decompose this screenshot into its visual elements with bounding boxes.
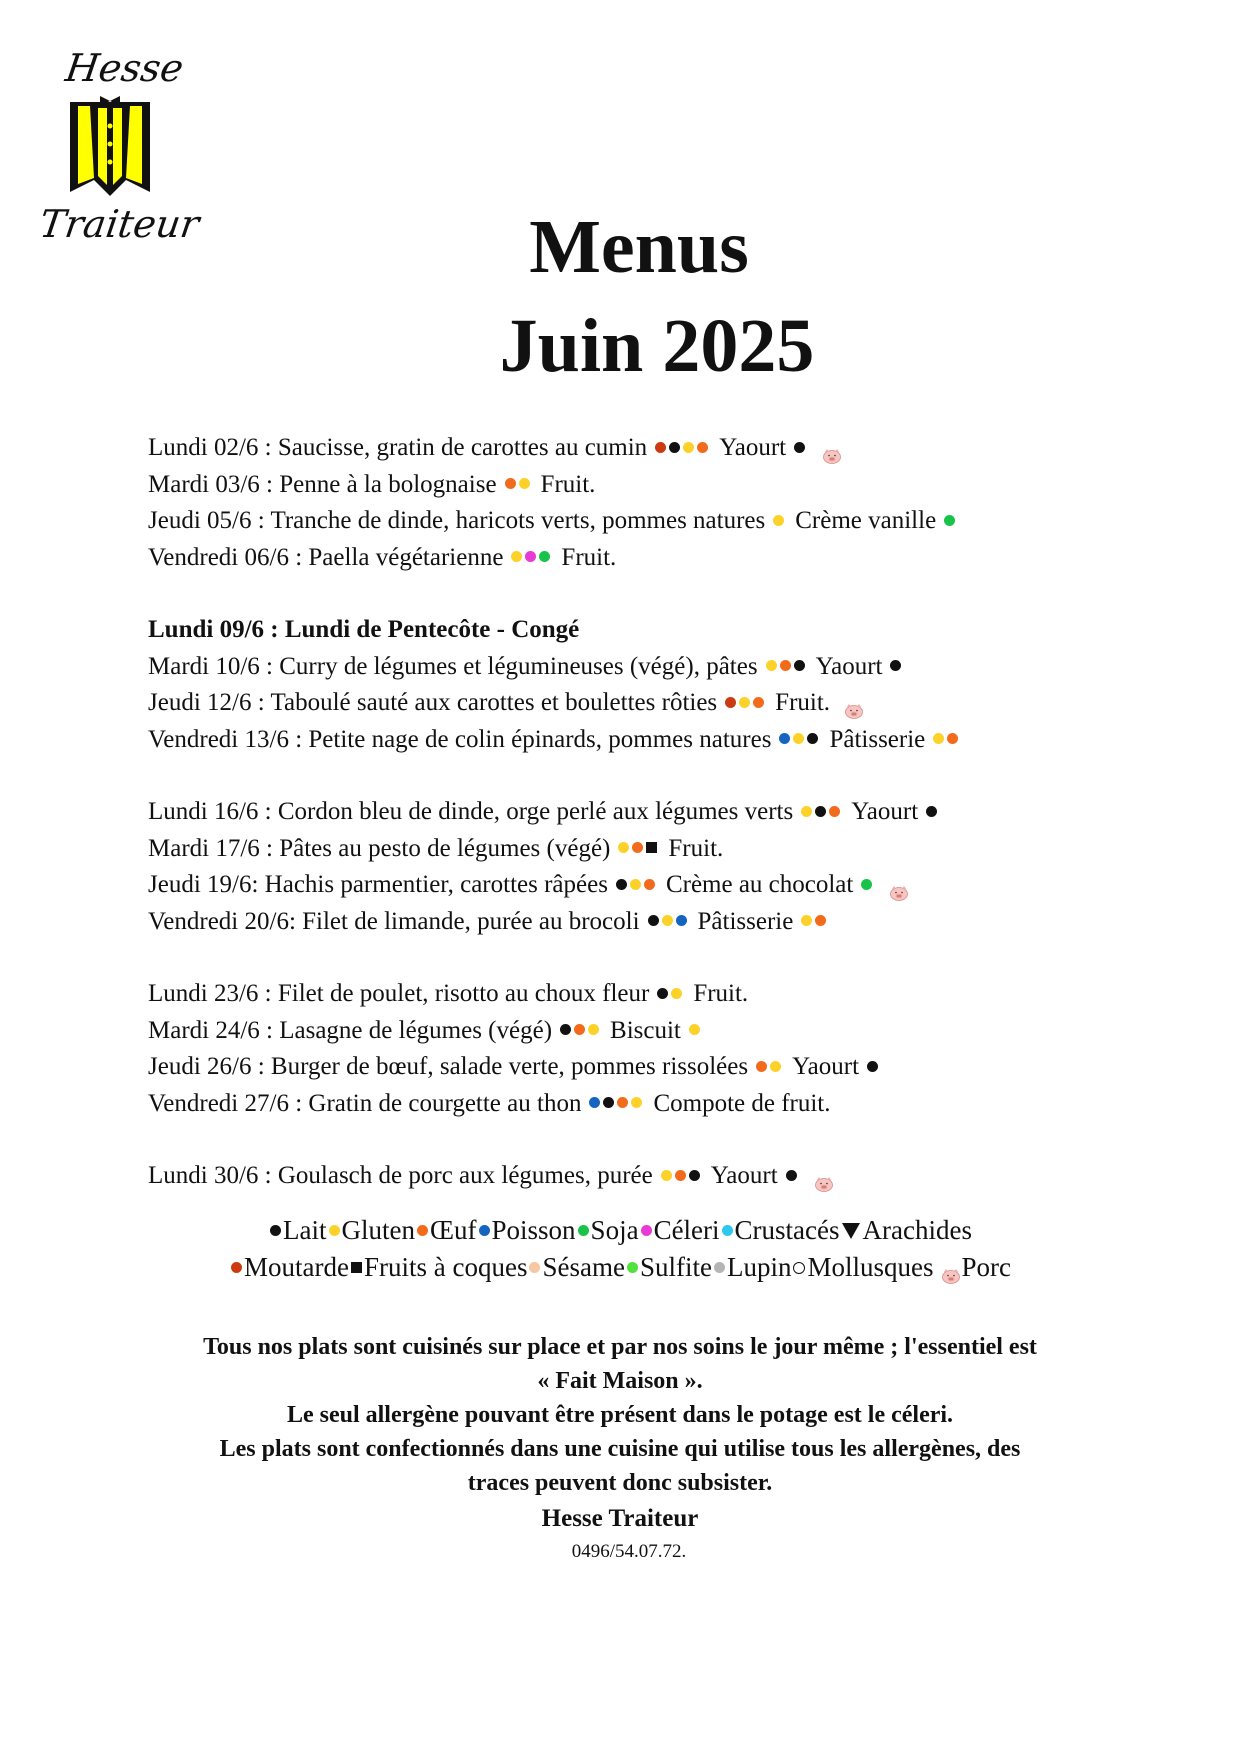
- gluten-allergen-icon: [801, 915, 812, 926]
- sulfite-allergen-icon: [627, 1262, 638, 1273]
- legend-item-moutarde: [231, 1252, 349, 1283]
- menu-dish: Mardi 03/6 : Penne à la bolognaise: [148, 470, 497, 498]
- menu-day: [148, 430, 1148, 467]
- legend-label: Sésame: [542, 1252, 625, 1282]
- pig-icon: [822, 439, 842, 455]
- menu-dessert: Yaourt: [792, 1053, 860, 1080]
- fruits-a-coques-icon: [351, 1262, 362, 1273]
- gluten-allergen-icon: [662, 915, 673, 926]
- oeuf-allergen-icon: [697, 442, 708, 453]
- tuxedo-icon: [68, 96, 152, 196]
- menu-week: [148, 430, 1148, 576]
- logo-text-bottom: Traiteur: [36, 202, 202, 246]
- menu-dish: Mardi 10/6 : Curry de légumes et légumineuses (végé), pâtes: [148, 652, 758, 680]
- poisson-allergen-icon: [589, 1097, 600, 1108]
- menu-day: [148, 794, 1148, 831]
- pig-icon: [889, 876, 909, 892]
- menu-dessert: Compote de fruit.: [653, 1089, 831, 1117]
- legend-item-oeuf: [417, 1215, 477, 1246]
- note-line: Le seul allergène pouvant être présent dans le potage est le céleri.: [286, 1402, 954, 1428]
- gluten-allergen-icon: [511, 551, 522, 562]
- oeuf-allergen-icon: [675, 1170, 686, 1181]
- logo-text-top: Hesse: [62, 46, 187, 90]
- poisson-allergen-icon: [779, 733, 790, 744]
- lait-allergen-icon: [815, 806, 826, 817]
- oeuf-allergen-icon: [947, 733, 958, 744]
- menu-week: [148, 794, 1148, 940]
- legend-item-gluten: [329, 1215, 416, 1246]
- menu-day: [148, 503, 1148, 540]
- menu-day: [148, 1049, 1148, 1086]
- celeri-allergen-icon: [525, 551, 536, 562]
- gluten-allergen-icon: [588, 1024, 599, 1035]
- menu-dish: Vendredi 06/6 : Paella végétarienne: [148, 543, 504, 571]
- page-title: Menus: [529, 205, 749, 289]
- menu-dessert: Fruit.: [561, 543, 617, 571]
- menu-dish: Lundi 23/6 : Filet de poulet, risotto au choux fleur: [148, 980, 650, 1007]
- oeuf-allergen-icon: [829, 806, 840, 817]
- lait-allergen-icon: [270, 1225, 281, 1236]
- menu-day: [148, 904, 1148, 941]
- gluten-allergen-icon: [683, 442, 694, 453]
- arachides-icon: [842, 1223, 860, 1239]
- oeuf-allergen-icon: [753, 697, 764, 708]
- legend-item-porc: [935, 1252, 1011, 1283]
- oeuf-allergen-icon: [632, 842, 643, 853]
- menu-day: [148, 1013, 1148, 1050]
- menu-day: [148, 1086, 1148, 1123]
- gluten-allergen-icon: [770, 1061, 781, 1072]
- legend-label: Arachides: [862, 1215, 972, 1245]
- menu-week: [148, 1158, 1148, 1195]
- menu-dish: Mardi 17/6 : Pâtes au pesto de légumes (végé): [148, 834, 611, 862]
- gluten-allergen-icon: [773, 515, 784, 526]
- gluten-allergen-icon: [630, 879, 641, 890]
- legend-item-coque: [351, 1252, 527, 1283]
- menu-dessert: Yaourt: [815, 652, 883, 680]
- lait-allergen-icon: [794, 660, 805, 671]
- menu-day: [148, 722, 1148, 759]
- menu-day: [148, 649, 1148, 686]
- oeuf-allergen-icon: [815, 915, 826, 926]
- menu-day: [148, 685, 1148, 722]
- menu-dessert: Fruit.: [775, 689, 831, 716]
- sesame-allergen-icon: [529, 1262, 540, 1273]
- allergen-legend-row-1: [0, 1215, 1242, 1246]
- note-line: Tous nos plats sont cuisinés sur place et par nos soins le jour même ; l'essentiel est: [203, 1334, 1037, 1360]
- gluten-allergen-icon: [661, 1170, 672, 1181]
- gluten-allergen-icon: [766, 660, 777, 671]
- lait-allergen-icon: [786, 1170, 797, 1181]
- lait-allergen-icon: [648, 915, 659, 926]
- legend-label: Poisson: [491, 1215, 576, 1245]
- gluten-allergen-icon: [618, 842, 629, 853]
- legend-item-soja: [578, 1215, 639, 1246]
- menu-day: [148, 976, 1148, 1013]
- soja-allergen-icon: [578, 1225, 589, 1236]
- note-line: Les plats sont confectionnés dans une cuisine qui utilise tous les allergènes, des: [219, 1436, 1021, 1462]
- lupin-allergen-icon: [714, 1262, 725, 1273]
- legend-item-lait: [270, 1215, 326, 1246]
- legend-item-celeri: [641, 1215, 720, 1246]
- lait-allergen-icon: [926, 806, 937, 817]
- legend-label: Soja: [590, 1215, 639, 1245]
- legend-item-arachides: [842, 1215, 972, 1246]
- soja-allergen-icon: [539, 551, 550, 562]
- legend-label: Fruits à coques: [363, 1252, 528, 1282]
- lait-allergen-icon: [616, 879, 627, 890]
- oeuf-allergen-icon: [417, 1225, 428, 1236]
- oeuf-allergen-icon: [644, 879, 655, 890]
- menu-dish: Jeudi 19/6: Hachis parmentier, carottes râpées: [148, 871, 608, 898]
- legend-item-mollusques: [793, 1252, 933, 1283]
- lait-allergen-icon: [890, 660, 901, 671]
- legend-label: Céleri: [653, 1215, 720, 1245]
- pig-icon: [941, 1260, 961, 1276]
- menu-dish: Vendredi 13/6 : Petite nage de colin épinards, pommes natures: [148, 725, 772, 753]
- poisson-allergen-icon: [676, 915, 687, 926]
- page-subtitle: Juin 2025: [499, 304, 815, 388]
- lait-allergen-icon: [807, 733, 818, 744]
- menu-dessert: Crème au chocolat: [665, 871, 854, 898]
- menu-day: [148, 540, 1148, 577]
- legend-label: Porc: [961, 1252, 1011, 1282]
- lait-allergen-icon: [669, 442, 680, 453]
- legend-label: Mollusques: [807, 1252, 934, 1282]
- menu-dessert: Biscuit: [610, 1016, 681, 1044]
- legend-item-sulfite: [627, 1252, 712, 1283]
- menu-dish: Mardi 24/6 : Lasagne de légumes (végé): [148, 1016, 553, 1044]
- pig-icon: [814, 1167, 834, 1183]
- gluten-allergen-icon: [793, 733, 804, 744]
- menu-dish: Jeudi 12/6 : Taboulé sauté aux carottes et boulettes rôties: [148, 689, 718, 716]
- menu-dish: Lundi 30/6 : Goulasch de porc aux légumes, purée: [148, 1162, 653, 1189]
- lait-allergen-icon: [657, 988, 668, 999]
- gluten-allergen-icon: [671, 988, 682, 999]
- oeuf-allergen-icon: [780, 660, 791, 671]
- note-line: traces peuvent donc subsister.: [467, 1470, 773, 1496]
- gluten-allergen-icon: [329, 1225, 340, 1236]
- soja-allergen-icon: [944, 515, 955, 526]
- pig-icon: [844, 694, 864, 710]
- note-line: « Fait Maison ».: [537, 1368, 703, 1394]
- lait-allergen-icon: [794, 442, 805, 453]
- legend-label: Lait: [283, 1215, 327, 1245]
- menu-dessert: Yaourt: [719, 434, 787, 461]
- menu-dish: Jeudi 26/6 : Burger de bœuf, salade verte, pommes rissolées: [148, 1053, 749, 1080]
- menu-dessert: Fruit.: [693, 980, 749, 1007]
- crustaces-allergen-icon: [722, 1225, 733, 1236]
- gluten-allergen-icon: [631, 1097, 642, 1108]
- menu-dessert: Crème vanille: [795, 507, 937, 534]
- lait-allergen-icon: [867, 1061, 878, 1072]
- notes-block: [120, 1330, 1120, 1536]
- menu-day: [148, 867, 1148, 904]
- gluten-allergen-icon: [739, 697, 750, 708]
- menu-dessert: Pâtisserie: [829, 725, 926, 753]
- oeuf-allergen-icon: [756, 1061, 767, 1072]
- legend-label: Sulfite: [639, 1252, 712, 1282]
- menu-dish: Jeudi 05/6 : Tranche de dinde, haricots verts, pommes natures: [148, 507, 766, 534]
- gluten-allergen-icon: [519, 478, 530, 489]
- legend-item-poisson: [479, 1215, 576, 1246]
- menu-dish: Lundi 02/6 : Saucisse, gratin de carottes au cumin: [148, 434, 648, 461]
- menu-dessert: Yaourt: [851, 798, 919, 825]
- legend-label: Gluten: [341, 1215, 415, 1245]
- menu-dessert: Yaourt: [710, 1162, 778, 1189]
- legend-label: Lupin: [726, 1252, 792, 1282]
- menu-dessert: Fruit.: [540, 470, 596, 498]
- gluten-allergen-icon: [933, 733, 944, 744]
- legend-item-lupin: [714, 1252, 792, 1283]
- allergen-legend-row-2: [0, 1252, 1242, 1283]
- menu-list: [148, 430, 1148, 1231]
- poisson-allergen-icon: [479, 1225, 490, 1236]
- menu-week: [148, 612, 1148, 758]
- moutarde-allergen-icon: [725, 697, 736, 708]
- menu-day: [148, 612, 1148, 649]
- legend-label: Crustacés: [734, 1215, 840, 1245]
- moutarde-allergen-icon: [231, 1262, 242, 1273]
- legend-label: Œuf: [430, 1215, 477, 1245]
- legend-label: Moutarde: [244, 1252, 349, 1282]
- fruits-a-coques-icon: [646, 842, 657, 853]
- menu-dessert: Fruit.: [668, 834, 724, 862]
- menu-dish: Lundi 16/6 : Cordon bleu de dinde, orge perlé aux légumes verts: [148, 798, 794, 825]
- lait-allergen-icon: [560, 1024, 571, 1035]
- menu-dish: Lundi 09/6 : Lundi de Pentecôte - Congé: [148, 616, 580, 643]
- oeuf-allergen-icon: [505, 478, 516, 489]
- legend-item-crustaces: [722, 1215, 840, 1246]
- gluten-allergen-icon: [689, 1024, 700, 1035]
- soja-allergen-icon: [861, 879, 872, 890]
- menu-day: [148, 467, 1148, 504]
- menu-week: [148, 976, 1148, 1122]
- menu-day: [148, 1158, 1148, 1195]
- lait-allergen-icon: [603, 1097, 614, 1108]
- lait-allergen-icon: [689, 1170, 700, 1181]
- legend-item-sesame: [529, 1252, 624, 1283]
- menu-dish: Vendredi 20/6: Filet de limande, purée au brocoli: [148, 907, 640, 935]
- gluten-allergen-icon: [801, 806, 812, 817]
- moutarde-allergen-icon: [655, 442, 666, 453]
- menu-dish: Vendredi 27/6 : Gratin de courgette au thon: [148, 1089, 582, 1117]
- mollusques-icon: [793, 1262, 805, 1274]
- celeri-allergen-icon: [641, 1225, 652, 1236]
- signature: Hesse Traiteur: [541, 1505, 699, 1532]
- menu-dessert: Pâtisserie: [697, 907, 794, 935]
- phone-number: 0496/54.07.72.: [571, 1541, 687, 1562]
- oeuf-allergen-icon: [617, 1097, 628, 1108]
- menu-day: [148, 831, 1148, 868]
- oeuf-allergen-icon: [574, 1024, 585, 1035]
